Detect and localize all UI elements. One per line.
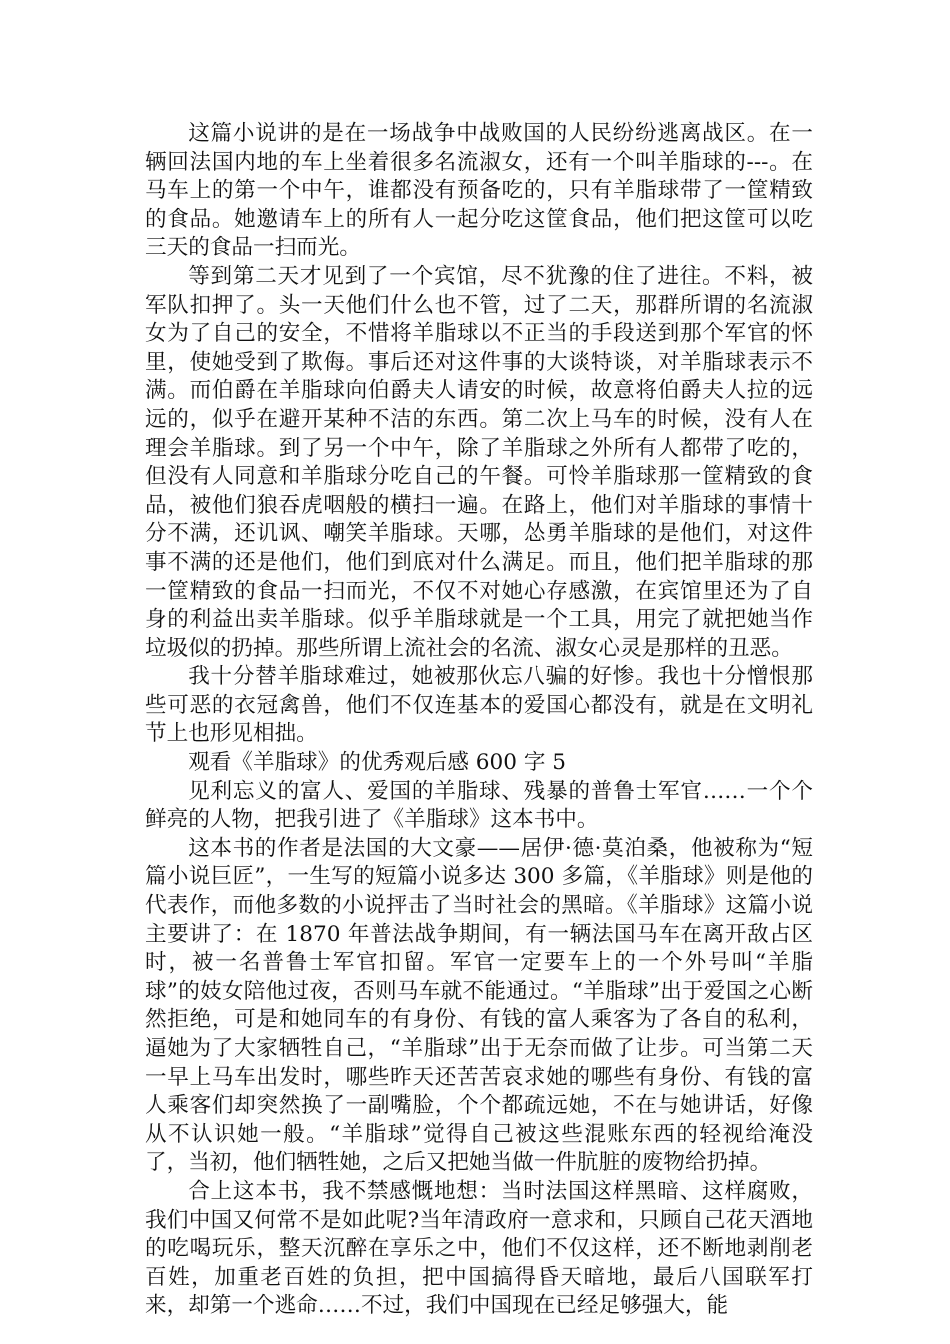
paragraph: 这篇小说讲的是在一场战争中战败国的人民纷纷逃离战区。在一辆回法国内地的车上坐着很多名流淑女，还有一个叫羊脂球的---。在马车上的第一个中午，谁都没有预备吃的，只有羊脂球带了一筐精致的食品。她邀请车上的所有人一起分吃这筐食品，他们把这筐可以吃三天的食品一扫而光。 xyxy=(145,121,813,261)
section-heading: 观看《羊脂球》的优秀观后感 600 字 5 xyxy=(188,750,567,776)
paragraph: 见利忘义的富人、爱国的羊脂球、残暴的普鲁士军官……一个个鲜亮的人物，把我引进了《羊脂球》这本书中。 xyxy=(145,778,813,833)
paragraph: 等到第二天才见到了一个宾馆，尽不犹豫的住了进往。不料，被军队扣押了。头一天他们什么也不管，过了二天，那群所谓的名流淑女为了自己的安全，不惜将羊脂球以不正当的手段送到那个军官的怀里，使她受到了欺侮。事后还对这件事的大谈特谈，对羊脂球表示不满。而伯爵在羊脂球向伯爵夫人请安的时候，故意将伯爵夫人拉的远远的，似乎在避开某种不洁的东西。第二次上马车的时候，没有人在理会羊脂球。到了另一个中午，除了羊脂球之外所有人都带了吃的，但没有人同意和羊脂球分吃自己的午餐。可怜羊脂球那一筐精致的食品，被他们狼吞虎咽般的横扫一遍。在路上，他们对羊脂球的事情十分不满，还讥讽、嘲笑羊脂球。天哪，怂勇羊脂球的是他们，对这件事不满的还是他们，他们到底对什么满足。而且，他们把羊脂球的那一筐精致的食品一扫而光，不仅不对她心存感激，在宾馆里还为了自身的利益出卖羊脂球。似乎羊脂球就是一个工具，用完了就把她当作垃圾似的扔掉。那些所谓上流社会的名流、淑女心灵是那样的丑恶。 xyxy=(145,263,813,661)
paragraph: 这本书的作者是法国的大文豪——居伊·德·莫泊桑，他被称为“短篇小说巨匠”，一生写的短篇小说多达 300 多篇，《羊脂球》则是他的代表作，而他多数的小说抨击了当时社会的黑暗。《羊脂球》这篇小说主要讲了：在 1870 年普法战争期间，有一辆法国马车在离开敌占区时，被一名普鲁士军官扣留。军官一定要车上的一个外号叫“羊脂球”的妓女陪他过夜，否则马车就不能通过。“羊脂球”出于爱国之心断然拒绝，可是和她同车的有身份、有钱的富人乘客为了各自的私利，逼她为了大家牺牲自己，“羊脂球”出于无奈而做了让步。可当第二天一早上马车出发时，哪些昨天还苦苦哀求她的哪些有身份、有钱的富人乘客们却突然换了一副嘴脸，个个都疏远她，不在与她讲话，好像从不认识她一般。“羊脂球”觉得自己被这些混账东西的轻视给淹没了，当初，他们牺牲她，之后又把她当做一件肮脏的废物给扔掉。 xyxy=(145,835,813,1176)
paragraph: 我十分替羊脂球难过，她被那伙忘八骗的好惨。我也十分憎恨那些可恶的衣冠禽兽，他们不仅连基本的爱国心都没有，就是在文明礼节上也形见相拙。 xyxy=(145,664,813,747)
document-body xyxy=(145,120,813,1321)
paragraph: 合上这本书，我不禁感慨地想：当时法国这样黑暗、这样腐败，我们中国又何常不是如此呢?当年清政府一意求和，只顾自己花天酒地的吃喝玩乐，整天沉醉在享乐之中，他们不仅这样，还不断地剥削老百姓，加重老百姓的负担，把中国搞得昏天暗地，最后八国联军打来，却第一个逃命……不过，我们中国现在已经足够强大，能 xyxy=(145,1178,813,1319)
